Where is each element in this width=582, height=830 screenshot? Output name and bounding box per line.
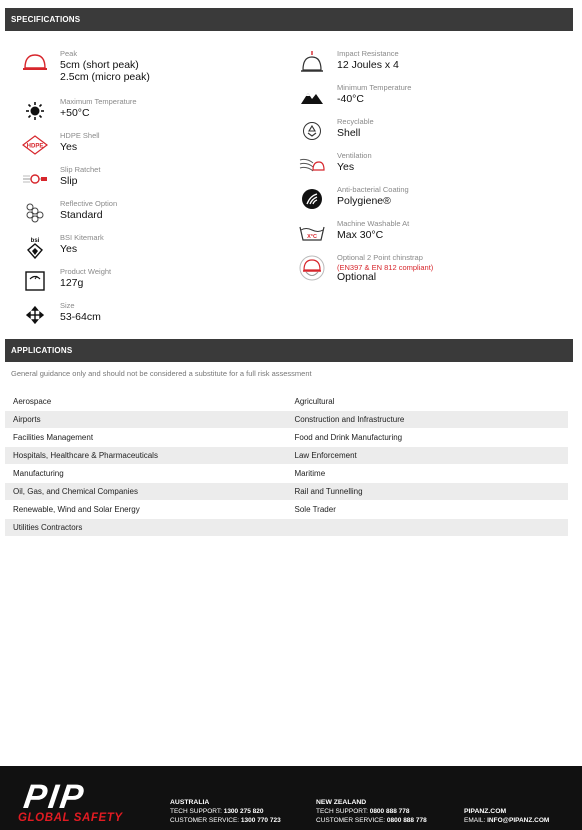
newzealand-heading: NEW ZEALAND [316,799,367,806]
table-row [5,393,568,411]
application-cell: Renewable, Wind and Solar Energy [5,501,287,519]
tech-label: TECH SUPPORT: [170,808,222,815]
table-row [5,501,568,519]
spec-value-secondary: 2.5cm (micro peak) [60,71,150,83]
application-cell: Oil, Gas, and Chemical Companies [5,483,287,501]
australia-cs [170,816,281,825]
newzealand-contact [316,798,427,825]
application-cell: Food and Drink Manufacturing [287,429,569,447]
spec-label: Machine Washable At [337,219,410,228]
spec-value: 127g [60,277,84,289]
tech-label: TECH SUPPORT: [316,808,368,815]
spec-label: Impact Resistance [337,49,399,58]
spec-label: Maximum Temperature [60,97,137,106]
spec-value: -40°C [337,93,364,105]
australia-contact [170,798,281,825]
email-line [464,816,549,825]
spec-label: Slip Ratchet [60,165,101,174]
footer [0,766,582,830]
website-link[interactable]: PIPANZ.COM [464,808,507,815]
wash-icon [299,220,325,246]
applications-table [5,392,568,536]
spec-value: Max 30°C [337,229,384,241]
spec-label: Minimum Temperature [337,83,412,92]
guidance-note: General guidance only and should not be considered a substitute for a full risk assessment [11,369,312,378]
application-cell: Facilities Management [5,429,287,447]
table-row [5,519,568,537]
spec-label: Anti-bacterial Coating [337,185,409,194]
application-cell: Agricultural [287,393,569,411]
australia-heading: AUSTRALIA [170,799,210,806]
web-contact [464,807,549,825]
spec-value: Optional [337,271,377,283]
logo-sub: GLOBAL SAFETY [18,812,123,824]
kitemark-icon [22,234,48,260]
specifications-header: SPECIFICATIONS [5,8,573,31]
table-row [5,447,568,465]
application-cell: Utilities Contractors [5,519,287,537]
logo-main: PIP [21,778,88,816]
application-cell [287,519,569,537]
hdpe-icon [22,132,48,158]
application-cell: Rail and Tunnelling [287,483,569,501]
spec-value: 53-64cm [60,311,101,323]
svg-text:HDPE: HDPE [26,143,44,150]
recycle-icon [299,118,325,144]
cs-label: CUSTOMER SERVICE: [316,817,386,824]
reflective-icon [22,200,48,226]
pip-logo [18,780,148,824]
application-cell: Hospitals, Healthcare & Pharmaceuticals [5,447,287,465]
size-arrows-icon [22,302,48,328]
newzealand-cs [316,816,427,825]
spec-label: Recyclable [337,117,374,126]
application-cell: Aerospace [5,393,287,411]
spec-value: Yes [60,141,78,153]
mountain-icon [299,84,325,110]
spec-label: BSI Kitemark [60,233,104,242]
impact-helmet-icon [299,50,325,76]
svg-text:X°C: X°C [307,234,317,240]
sun-icon [22,98,48,124]
spec-value: Slip [60,175,78,187]
spec-note: (EN397 & EN 812 compliant) [337,263,434,272]
spec-value: Shell [337,127,361,139]
spec-value: +50°C [60,107,90,119]
cs-number[interactable]: 0800 888 778 [386,817,427,824]
tech-number[interactable]: 1300 275 820 [223,808,264,815]
application-cell: Law Enforcement [287,447,569,465]
australia-tech [170,807,281,816]
application-cell: Sole Trader [287,501,569,519]
spec-label: Reflective Option [60,199,118,208]
spec-value: Yes [337,161,355,173]
spec-label: Product Weight [60,267,112,276]
spec-value: Standard [60,209,103,221]
spec-label: HDPE Shell [60,131,100,140]
application-cell: Airports [5,411,287,429]
spec-value: Polygiene® [337,195,391,207]
email-label: EMAIL: [464,817,486,824]
ventilation-icon [299,152,325,178]
slip-ratchet-icon [22,166,48,192]
scale-icon [22,268,48,294]
spec-value: Yes [60,243,78,255]
spec-value: 5cm (short peak) [60,59,139,71]
table-row [5,411,568,429]
cs-label: CUSTOMER SERVICE: [170,817,240,824]
cs-number[interactable]: 1300 770 723 [240,817,281,824]
newzealand-tech [316,807,427,816]
application-cell: Construction and Infrastructure [287,411,569,429]
email-link[interactable]: INFO@PIPANZ.COM [487,817,550,824]
polygiene-icon [299,186,325,212]
spec-value: 12 Joules x 4 [337,59,399,71]
spec-label: Ventilation [337,151,372,160]
spec-label: Size [60,301,75,310]
chinstrap-helmet-icon [299,254,325,284]
helmet-peak-icon [22,50,48,76]
spec-label: Optional 2 Point chinstrap [337,253,423,262]
application-cell: Maritime [287,465,569,483]
applications-header: APPLICATIONS [5,339,573,362]
spec-label: Peak [60,49,78,58]
tech-number[interactable]: 0800 888 778 [369,808,410,815]
svg-text:bsi: bsi [30,238,40,244]
table-row [5,483,568,501]
table-row [5,429,568,447]
table-row [5,465,568,483]
application-cell: Manufacturing [5,465,287,483]
